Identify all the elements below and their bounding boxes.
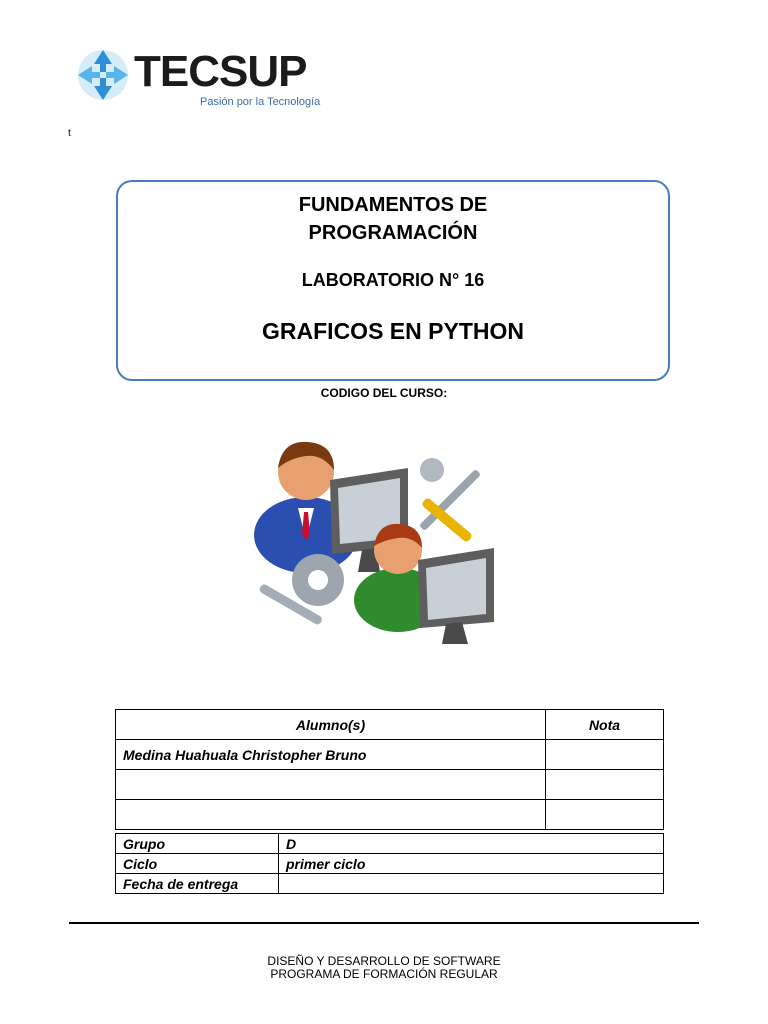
student-name-cell <box>116 800 546 830</box>
info-label-group: Grupo <box>116 834 279 854</box>
students-table <box>115 709 664 830</box>
header-students: Alumno(s) <box>116 710 546 740</box>
student-name-cell: Medina Huahuala Christopher Bruno <box>116 740 546 770</box>
footer-divider <box>69 922 699 924</box>
tecsup-logo-mark-icon <box>72 44 134 106</box>
course-code-label: CODIGO DEL CURSO: <box>320 386 448 400</box>
footer-department: DISEÑO Y DESARROLLO DE SOFTWARE <box>267 954 501 968</box>
info-label-cycle: Ciclo <box>116 854 279 874</box>
grade-cell <box>546 800 664 830</box>
lab-number: LABORATORIO N° 16 <box>301 270 485 290</box>
table-header-row <box>116 710 664 740</box>
grade-cell <box>546 770 664 800</box>
logo-tagline: Pasión por la Tecnología <box>200 96 321 108</box>
info-label-due-date: Fecha de entrega <box>116 874 279 894</box>
table-row <box>116 854 664 874</box>
grade-cell <box>546 740 664 770</box>
table-row <box>116 770 664 800</box>
student-name-cell <box>116 770 546 800</box>
course-name-line-2: PROGRAMACIÓN <box>308 222 478 244</box>
table-row <box>116 740 664 770</box>
header-grade: Nota <box>546 710 664 740</box>
tecsup-logo <box>72 44 322 114</box>
info-table <box>115 833 664 894</box>
logo-wordmark: TECSUP <box>134 47 307 96</box>
people-at-computers-with-tools-icon <box>246 430 516 650</box>
lab-title: GRAFICOS EN PYTHON <box>262 318 524 344</box>
footer-program: PROGRAMA DE FORMACIÓN REGULAR <box>270 967 498 981</box>
title-box <box>116 180 670 381</box>
table-row <box>116 834 664 854</box>
table-row <box>116 800 664 830</box>
stray-character: t <box>68 128 71 139</box>
info-value-cycle: primer ciclo <box>279 854 664 874</box>
info-value-group: D <box>279 834 664 854</box>
table-row <box>116 874 664 894</box>
course-name-line-1: FUNDAMENTOS DE <box>298 194 488 216</box>
info-value-due-date <box>279 874 664 894</box>
